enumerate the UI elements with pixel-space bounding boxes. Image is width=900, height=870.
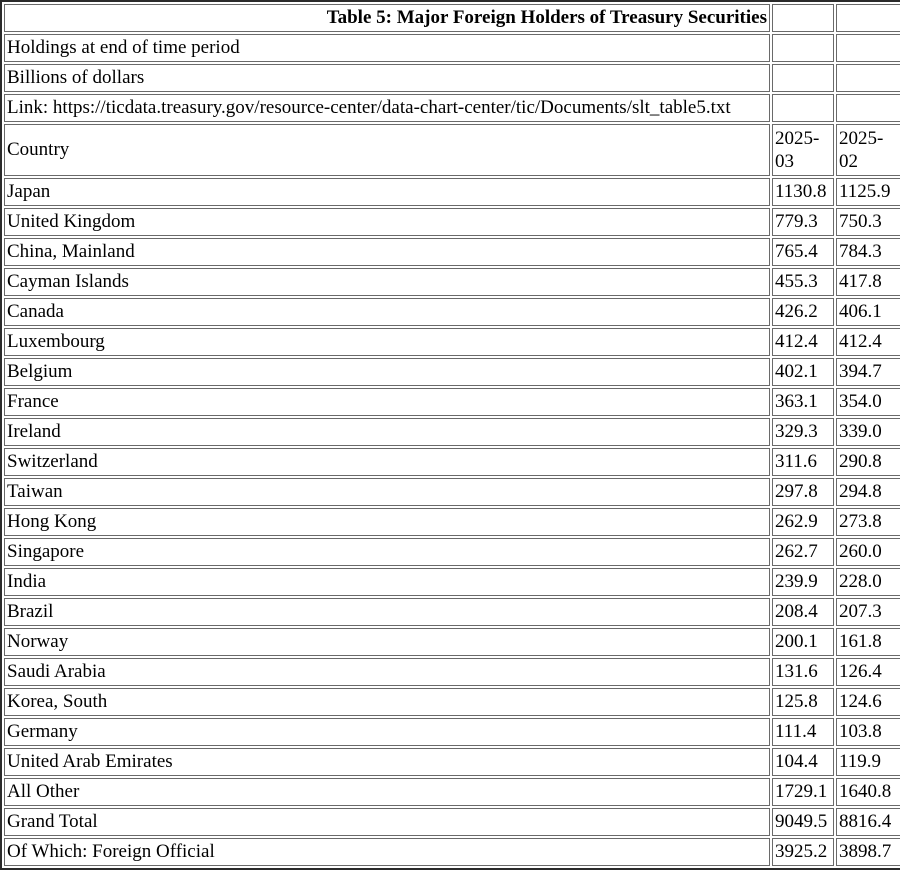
table-row: [4, 298, 900, 326]
country-cell: Switzerland: [4, 448, 770, 476]
country-cell: Luxembourg: [4, 328, 770, 356]
value-cell: 262.7: [772, 538, 834, 566]
country-cell: Norway: [4, 628, 770, 656]
country-cell: China, Mainland: [4, 238, 770, 266]
country-cell: Cayman Islands: [4, 268, 770, 296]
country-cell: Canada: [4, 298, 770, 326]
title-row: [4, 4, 900, 32]
meta-row-holdings: [4, 34, 900, 62]
value-cell: 1125.9: [836, 178, 900, 206]
table-row: [4, 268, 900, 296]
table-row: [4, 448, 900, 476]
value-cell: 394.7: [836, 358, 900, 386]
country-cell: Taiwan: [4, 478, 770, 506]
value-cell: 354.0: [836, 388, 900, 416]
table-row: [4, 328, 900, 356]
country-cell: Grand Total: [4, 808, 770, 836]
meta-row-units: [4, 64, 900, 92]
value-cell: 297.8: [772, 478, 834, 506]
value-cell: 750.3: [836, 208, 900, 236]
value-cell: 290.8: [836, 448, 900, 476]
country-cell: United Kingdom: [4, 208, 770, 236]
value-cell: 161.8: [836, 628, 900, 656]
country-cell: United Arab Emirates: [4, 748, 770, 776]
table-row: [4, 838, 900, 866]
value-cell: 417.8: [836, 268, 900, 296]
table-row: [4, 178, 900, 206]
country-cell: Japan: [4, 178, 770, 206]
country-cell: Ireland: [4, 418, 770, 446]
meta-text-holdings: Holdings at end of time period: [4, 34, 770, 62]
value-cell: 784.3: [836, 238, 900, 266]
value-cell: 426.2: [772, 298, 834, 326]
value-cell: 125.8: [772, 688, 834, 716]
table-row: [4, 598, 900, 626]
value-cell: 111.4: [772, 718, 834, 746]
column-header-2025-02: 2025-02: [836, 124, 900, 176]
empty-cell: [836, 94, 900, 122]
column-header-country: Country: [4, 124, 770, 176]
table-row: [4, 568, 900, 596]
value-cell: 207.3: [836, 598, 900, 626]
value-cell: 1640.8: [836, 778, 900, 806]
empty-cell: [772, 4, 834, 32]
column-header-2025-03: 2025-03: [772, 124, 834, 176]
table-row: [4, 538, 900, 566]
value-cell: 765.4: [772, 238, 834, 266]
country-cell: Of Which: Foreign Official: [4, 838, 770, 866]
table-row: [4, 208, 900, 236]
column-header-row: [4, 124, 900, 176]
value-cell: 104.4: [772, 748, 834, 776]
value-cell: 262.9: [772, 508, 834, 536]
country-cell: All Other: [4, 778, 770, 806]
country-cell: Korea, South: [4, 688, 770, 716]
value-cell: 3898.7: [836, 838, 900, 866]
country-cell: Singapore: [4, 538, 770, 566]
table-row: [4, 688, 900, 716]
table-row: [4, 388, 900, 416]
value-cell: 294.8: [836, 478, 900, 506]
table-row: [4, 478, 900, 506]
empty-cell: [836, 4, 900, 32]
value-cell: 1130.8: [772, 178, 834, 206]
country-cell: Brazil: [4, 598, 770, 626]
table-row: [4, 658, 900, 686]
value-cell: 363.1: [772, 388, 834, 416]
value-cell: 200.1: [772, 628, 834, 656]
empty-cell: [836, 64, 900, 92]
value-cell: 131.6: [772, 658, 834, 686]
value-cell: 228.0: [836, 568, 900, 596]
table-head-section: [4, 4, 900, 176]
value-cell: 126.4: [836, 658, 900, 686]
value-cell: 339.0: [836, 418, 900, 446]
value-cell: 273.8: [836, 508, 900, 536]
meta-row-link: [4, 94, 900, 122]
value-cell: 3925.2: [772, 838, 834, 866]
value-cell: 124.6: [836, 688, 900, 716]
value-cell: 119.9: [836, 748, 900, 776]
value-cell: 412.4: [772, 328, 834, 356]
table-row: [4, 778, 900, 806]
value-cell: 208.4: [772, 598, 834, 626]
meta-text-units: Billions of dollars: [4, 64, 770, 92]
table-row: [4, 238, 900, 266]
value-cell: 8816.4: [836, 808, 900, 836]
table-row: [4, 418, 900, 446]
value-cell: 402.1: [772, 358, 834, 386]
value-cell: 779.3: [772, 208, 834, 236]
country-cell: France: [4, 388, 770, 416]
table-row: [4, 358, 900, 386]
value-cell: 9049.5: [772, 808, 834, 836]
country-cell: India: [4, 568, 770, 596]
table-row: [4, 748, 900, 776]
country-cell: Saudi Arabia: [4, 658, 770, 686]
value-cell: 260.0: [836, 538, 900, 566]
empty-cell: [772, 34, 834, 62]
value-cell: 412.4: [836, 328, 900, 356]
value-cell: 311.6: [772, 448, 834, 476]
country-cell: Belgium: [4, 358, 770, 386]
country-cell: Hong Kong: [4, 508, 770, 536]
empty-cell: [772, 64, 834, 92]
empty-cell: [772, 94, 834, 122]
table-row: [4, 628, 900, 656]
value-cell: 239.9: [772, 568, 834, 596]
country-cell: Germany: [4, 718, 770, 746]
table-row: [4, 808, 900, 836]
value-cell: 455.3: [772, 268, 834, 296]
value-cell: 1729.1: [772, 778, 834, 806]
table-title: Table 5: Major Foreign Holders of Treasury Securities: [4, 4, 770, 32]
empty-cell: [836, 34, 900, 62]
data-rows: [4, 178, 900, 866]
table-row: [4, 718, 900, 746]
value-cell: 329.3: [772, 418, 834, 446]
value-cell: 406.1: [836, 298, 900, 326]
link-text: Link: https://ticdata.treasury.gov/resource-center/data-chart-center/tic/Documents/slt_table5.txt: [4, 94, 770, 122]
value-cell: 103.8: [836, 718, 900, 746]
table-row: [4, 508, 900, 536]
